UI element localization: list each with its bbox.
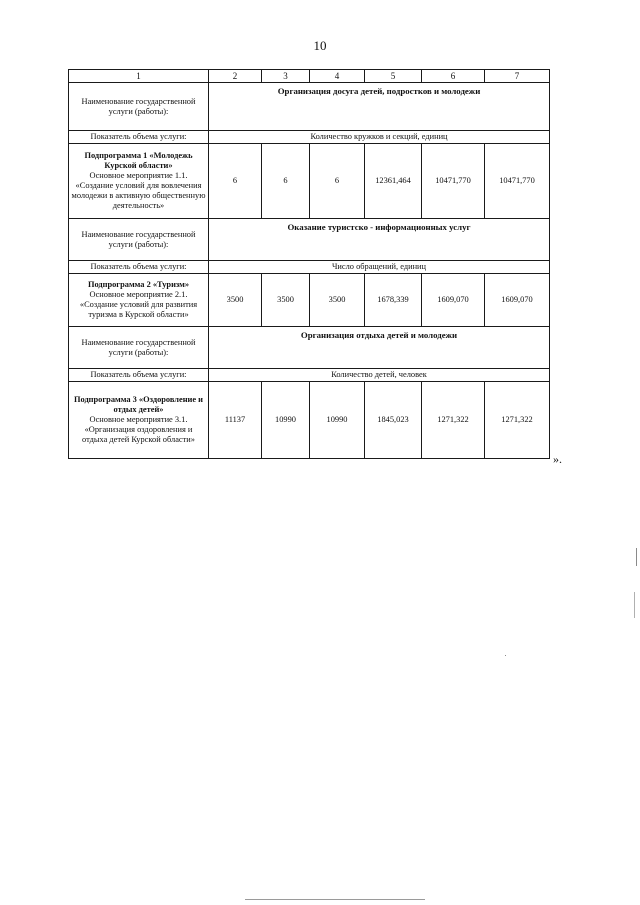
- program-measure: Основное мероприятие 1.1. «Создание условий для вовлечения молодежи в активную общественную деятельность»: [71, 171, 206, 210]
- program-cell: [69, 274, 209, 327]
- value-cell: 12361,464: [365, 144, 422, 219]
- indicator-value: Количество детей, человек: [209, 369, 550, 382]
- program-measure: Основное мероприятие 3.1. «Организация оздоровления и отдыха детей Курской области»: [82, 415, 195, 444]
- service-name-label: Наименование государственной услуги (работы):: [69, 83, 209, 131]
- header-row: [69, 70, 550, 83]
- value-cell: 10471,770: [422, 144, 485, 219]
- value-cell: 3500: [310, 274, 365, 327]
- value-cell: 10990: [262, 382, 310, 459]
- scan-artifact: [636, 548, 637, 566]
- program-measure: Основное мероприятие 2.1. «Создание условий для развития туризма в Курской области»: [79, 290, 198, 319]
- service-name-row: [69, 219, 550, 261]
- indicator-value: Число обращений, единиц: [209, 261, 550, 274]
- value-cell: 6: [310, 144, 365, 219]
- scan-artifact: [245, 899, 425, 900]
- value-cell: 1271,322: [422, 382, 485, 459]
- value-cell: 1271,322: [485, 382, 550, 459]
- service-name-row: [69, 327, 550, 369]
- service-name-label: Наименование государственной услуги (работы):: [69, 327, 209, 369]
- header-cell: 2: [209, 70, 262, 83]
- scan-artifact: [505, 655, 506, 656]
- value-cell: 11137: [209, 382, 262, 459]
- indicator-row: [69, 369, 550, 382]
- program-title: Подпрограмма 3 «Оздоровление и отдых детей»: [73, 395, 204, 415]
- header-cell: 7: [485, 70, 550, 83]
- value-cell: 3500: [209, 274, 262, 327]
- header-cell: 5: [365, 70, 422, 83]
- program-row: [69, 144, 550, 219]
- indicator-label: Показатель объема услуги:: [69, 369, 209, 382]
- indicator-label: Показатель объема услуги:: [69, 131, 209, 144]
- value-cell: 1845,023: [365, 382, 422, 459]
- value-cell: 1678,339: [365, 274, 422, 327]
- program-cell: [69, 382, 209, 459]
- header-cell: 3: [262, 70, 310, 83]
- value-cell: 1609,070: [485, 274, 550, 327]
- indicator-row: [69, 131, 550, 144]
- value-cell: 6: [209, 144, 262, 219]
- value-cell: 10471,770: [485, 144, 550, 219]
- scan-artifact: [634, 592, 635, 618]
- service-name: Оказание туристско - информационных услуг: [209, 219, 550, 261]
- page-number: 10: [313, 38, 327, 53]
- service-name-row: [69, 83, 550, 131]
- header-cell: 6: [422, 70, 485, 83]
- indicator-row: [69, 261, 550, 274]
- value-cell: 1609,070: [422, 274, 485, 327]
- service-name-label: Наименование государственной услуги (работы):: [69, 219, 209, 261]
- header-cell: 1: [69, 70, 209, 83]
- closing-quote: ».: [553, 452, 562, 466]
- value-cell: 3500: [262, 274, 310, 327]
- program-cell: [69, 144, 209, 219]
- program-title: Подпрограмма 2 «Туризм»: [87, 280, 190, 290]
- value-cell: 10990: [310, 382, 365, 459]
- service-name: Организация досуга детей, подростков и молодежи: [209, 83, 550, 131]
- value-cell: 6: [262, 144, 310, 219]
- budget-table: [68, 69, 550, 459]
- program-row: [69, 382, 550, 459]
- indicator-label: Показатель объема услуги:: [69, 261, 209, 274]
- program-title: Подпрограмма 1 «Молодежь Курской области»: [84, 151, 193, 171]
- service-name: Организация отдыха детей и молодежи: [209, 327, 550, 369]
- indicator-value: Количество кружков и секций, единиц: [209, 131, 550, 144]
- header-cell: 4: [310, 70, 365, 83]
- program-row: [69, 274, 550, 327]
